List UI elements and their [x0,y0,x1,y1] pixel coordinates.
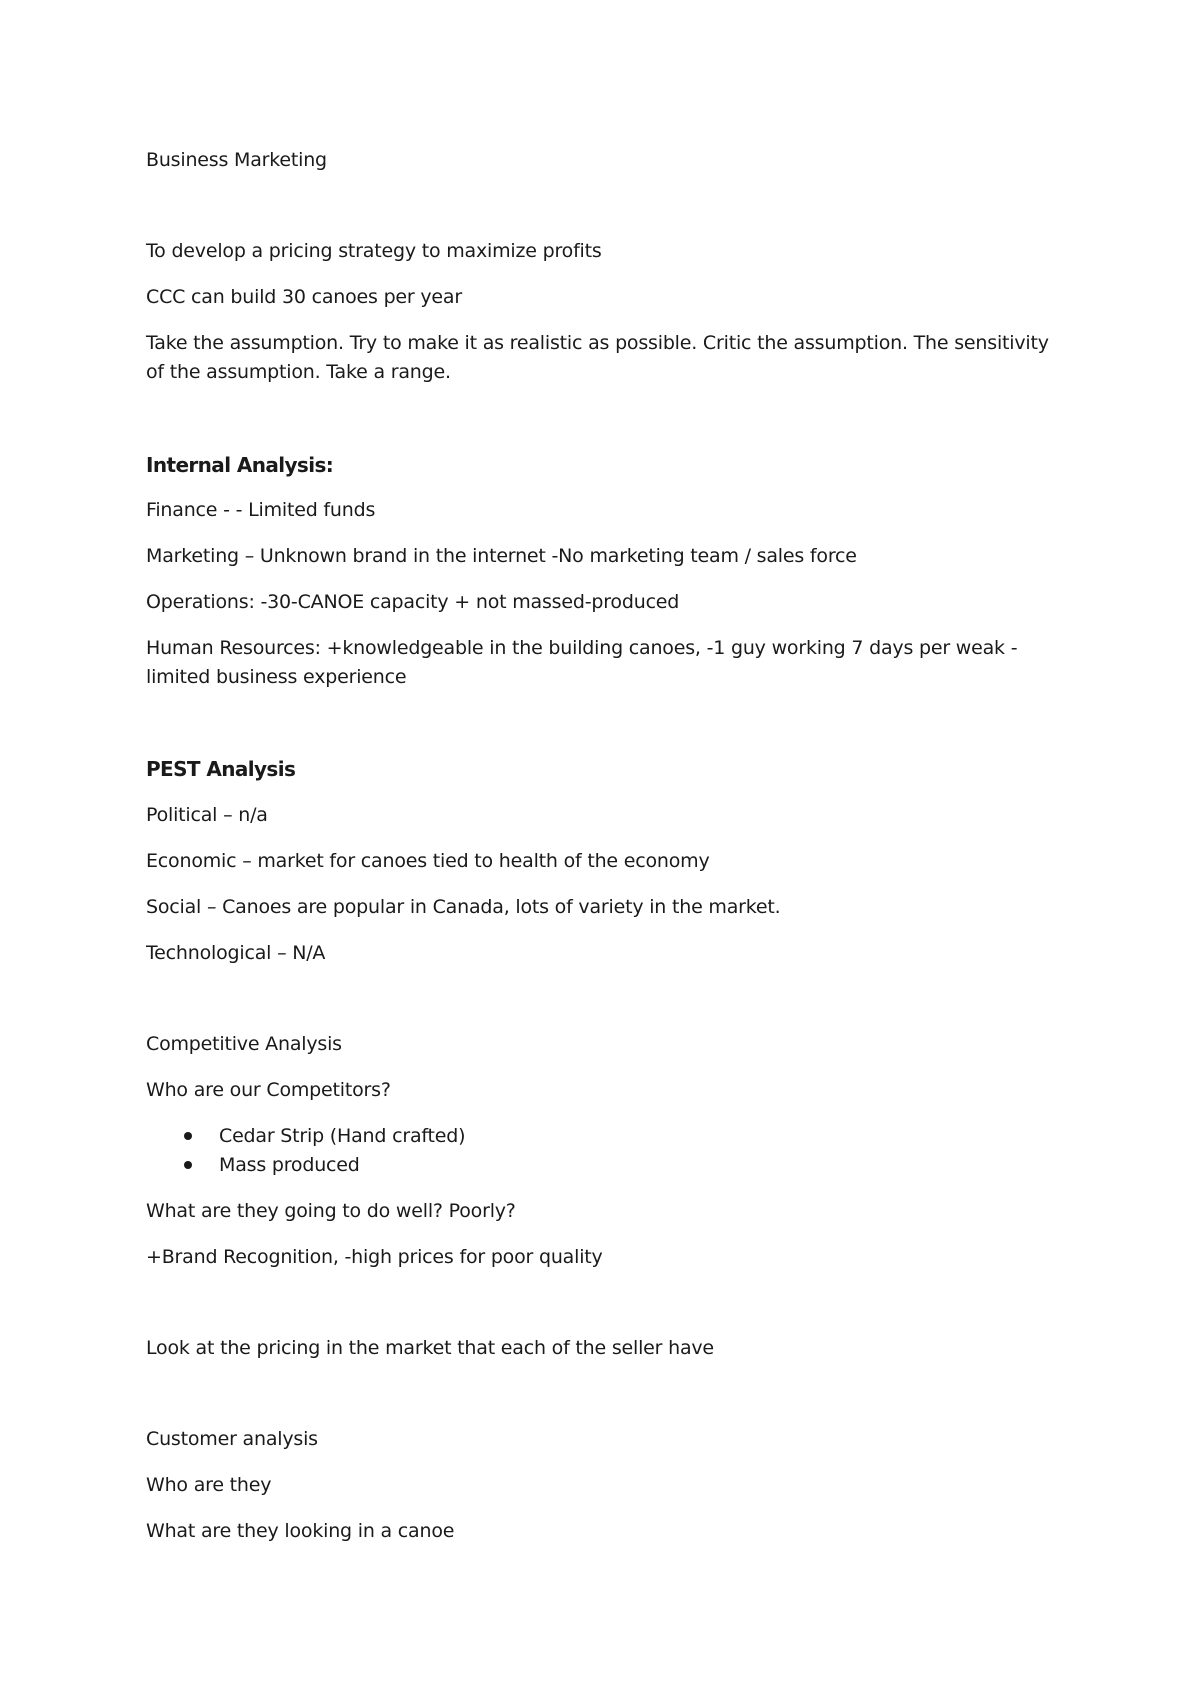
competitor-cedar-strip: Cedar Strip (Hand crafted) [219,1125,466,1147]
pest-social: Social – Canoes are popular in Canada, lots of variety in the market. [146,896,781,918]
document-title: Business Marketing [146,149,327,171]
intro-line-objective: To develop a pricing strategy to maximize profits [146,240,602,262]
internal-analysis-heading: Internal Analysis: [146,453,334,477]
pest-political: Political – n/a [146,804,268,826]
bullet-icon [184,1161,192,1169]
competitive-answer-2: +Brand Recognition, -high prices for poor quality [146,1246,603,1268]
internal-marketing: Marketing – Unknown brand in the internet -No marketing team / sales force [146,545,857,567]
intro-line-assumption: Take the assumption. Try to make it as realistic as possible. Critic the assumption. The sensitivity of the assumption. Take a range. [146,332,1049,383]
customer-analysis-heading: Customer analysis [146,1428,318,1450]
pest-economic: Economic – market for canoes tied to health of the economy [146,850,710,872]
pest-analysis-heading: PEST Analysis [146,757,296,781]
customer-who: Who are they [146,1474,272,1496]
internal-human-resources: Human Resources: +knowledgeable in the building canoes, -1 guy working 7 days per weak -limited business experience [146,637,1018,688]
customer-looking-for: What are they looking in a canoe [146,1520,455,1542]
intro-line-capacity: CCC can build 30 canoes per year [146,286,462,308]
internal-finance: Finance - - Limited funds [146,499,376,521]
competitive-analysis-heading: Competitive Analysis [146,1033,342,1055]
competitive-question-2: What are they going to do well? Poorly? [146,1200,516,1222]
bullet-icon [184,1132,192,1140]
pest-technological: Technological – N/A [146,942,326,964]
competitive-question: Who are our Competitors? [146,1079,391,1101]
competitive-pricing-note: Look at the pricing in the market that each of the seller have [146,1337,714,1359]
internal-operations: Operations: -30-CANOE capacity + not massed-produced [146,591,680,613]
competitor-mass-produced: Mass produced [219,1154,360,1176]
